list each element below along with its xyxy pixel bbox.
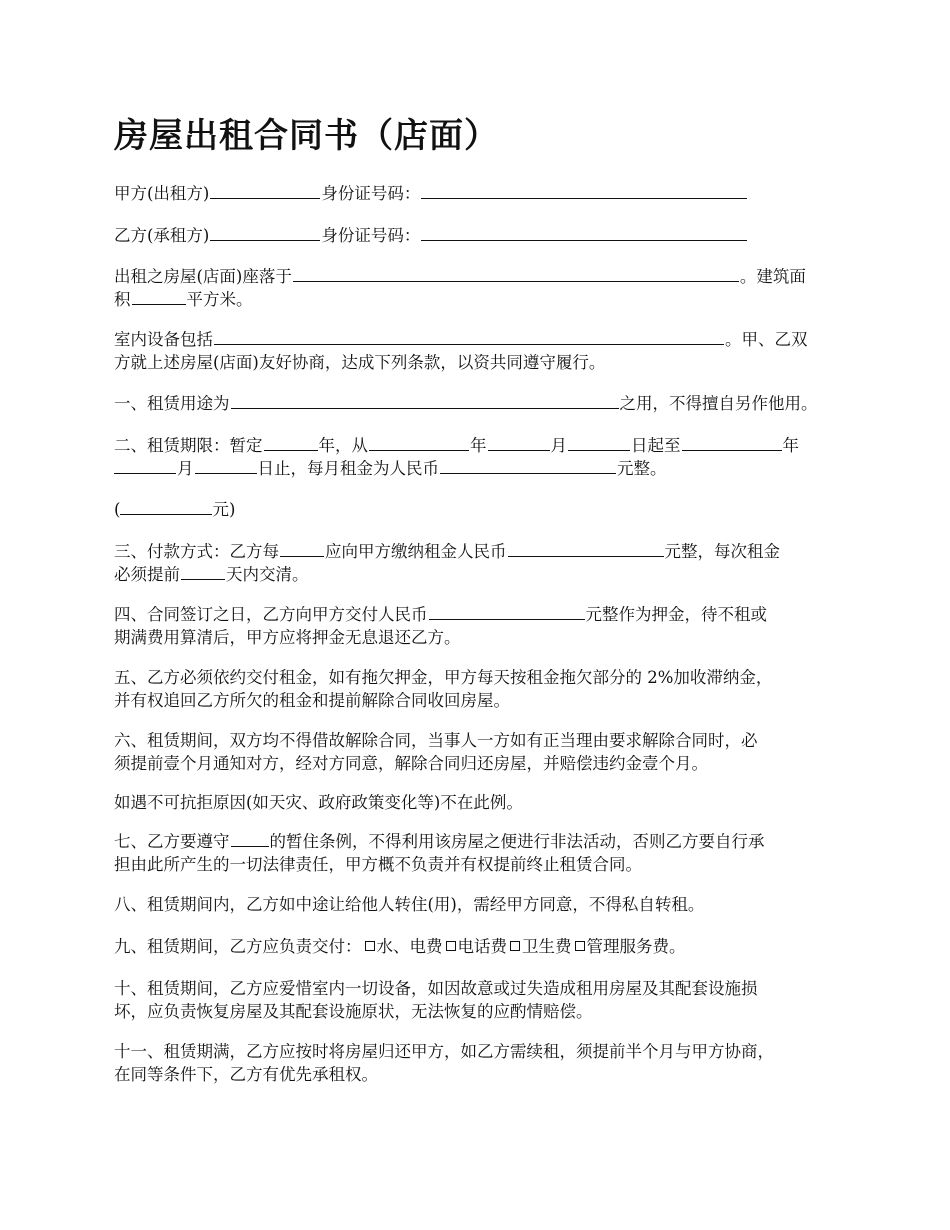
clause-4-line2: 期满费用算清后，甲方应将押金无息退还乙方。 [114,628,461,647]
equipment-blank [214,328,724,345]
payment-amount-blank [508,540,664,557]
clause-1-suffix: 之用，不得擅自另作他用。 [619,394,818,413]
monthly-rent-blank [440,457,616,474]
equipment-line2: 方就上述房屋(店面)友好协商，达成下列条款，以资共同遵守履行。 [114,353,606,372]
page-title: 房屋出租合同书（店面） [114,116,499,156]
party-a-line [114,182,854,205]
location-blank [293,265,739,282]
clause-11 [114,1040,854,1086]
clause-9-prefix: 九、租赁期间，乙方应负责交付： [114,937,362,956]
clause-10 [114,977,854,1023]
clause-2 [114,434,854,480]
clause-4-prefix: 四、合同签订之日，乙方向甲方交付人民币 [114,605,428,624]
area-prefix: 积 [114,290,131,309]
clause-6-line1: 六、租赁期间，双方均不得借故解除合同，当事人一方如有正当理由要求解除合同时，必 [114,731,758,750]
checkbox-icon[interactable] [446,941,456,951]
clause-3-line2-prefix: 必须提前 [114,565,180,584]
regulation-blank [231,830,269,847]
term-years-blank [264,434,318,451]
party-a-id-blank [421,182,747,199]
party-b-name-blank [210,224,320,241]
clause-3-line2-suffix: 天内交清。 [226,565,309,584]
clause-2-years: 年，从 [318,436,368,455]
fee-water-electric: 水、电费 [376,937,443,956]
equipment-paragraph [114,328,854,374]
checkbox-icon[interactable] [365,941,375,951]
area-blank [132,288,186,305]
start-day-blank [568,434,630,451]
party-b-id-label: 身份证号码： [321,226,421,245]
clause-3-prefix: 三、付款方式：乙方每 [114,542,279,561]
advance-days-blank [181,563,225,580]
clause-2-month2: 月 [177,459,194,478]
party-b-label: 乙方(承租方) [114,226,210,245]
party-a-name-blank [210,182,320,199]
clause-2-month: 月 [550,436,567,455]
clause-1 [114,392,854,415]
party-b-id-blank [421,224,747,241]
clause-2-day-from: 日起至 [631,436,681,455]
clause-6 [114,729,854,775]
clause-7-line2: 担由此所产生的一切法律责任，甲方概不负责并有权提前终止租赁合同。 [114,855,642,874]
clause-4 [114,603,854,649]
area-suffix: 平方米。 [186,290,253,309]
clause-10-line2: 坏，应负责恢复房屋及其配套设施原状，无法恢复的应酌情赔偿。 [114,1002,593,1021]
clause-7 [114,830,854,876]
clause-2-prefix: 二、租赁期限：暂定 [114,436,263,455]
clause-6-line2: 须提前壹个月通知对方，经对方同意，解除合同归还房屋，并赔偿违约金壹个月。 [114,754,708,773]
equipment-prefix: 室内设备包括 [114,330,213,349]
start-year-blank [369,434,469,451]
amount-blank [120,498,212,515]
fee-phone: 电话费 [457,937,507,956]
checkbox-icon[interactable] [575,941,585,951]
payment-period-blank [280,540,324,557]
party-a-label: 甲方(出租方) [114,184,210,203]
clause-2-year: 年 [470,436,487,455]
clause-10-line1: 十、租赁期间，乙方应爱惜室内一切设备，如因故意或过失造成租用房屋及其配套设施损 [114,979,758,998]
clause-7-prefix: 七、乙方要遵守 [114,832,230,851]
clause-4-suffix: 元整作为押金，待不租或 [585,605,767,624]
amount-open: ( [114,500,121,519]
clause-3-suffix: 元整，每次租金 [664,542,780,561]
amount-close: 元) [212,500,236,519]
checkbox-icon[interactable] [510,941,520,951]
clause-5-line1: 五、乙方必须依约交付租金，如有拖欠押金，甲方每天按租金拖欠部分的 2%加收滞纳金， [114,668,773,687]
clause-2-amount [114,498,854,521]
clause-3-mid: 应向甲方缴纳租金人民币 [325,542,507,561]
end-year-blank [682,434,782,451]
start-month-blank [488,434,550,451]
end-month-blank [114,457,176,474]
clause-2-yuan: 元整。 [617,459,667,478]
clause-1-prefix: 一、租赁用途为 [114,394,230,413]
location-prefix: 出租之房屋(店面)座落于 [114,267,292,286]
force-majeure: 如遇不可抗拒原因(如天灾、政府政策变化等)不在此例。 [114,793,523,812]
clause-9 [114,935,854,958]
party-a-id-label: 身份证号码： [321,184,421,203]
fee-management: 管理服务费。 [586,937,686,956]
clause-5-line2: 并有权追回乙方所欠的租金和提前解除合同收回房屋。 [114,691,510,710]
clause-11-line1: 十一、租赁期满，乙方应按时将房屋归还甲方，如乙方需续租，须提前半个月与甲方协商， [114,1042,774,1061]
clause-7-suffix: 的暂住条例，不得利用该房屋之便进行非法活动，否则乙方要自行承 [269,832,765,851]
usage-blank [231,392,619,409]
clause-5 [114,666,854,712]
equipment-suffix: 。甲、乙双 [725,330,808,349]
clause-8: 八、租赁期间内，乙方如中途让给他人转住(用)，需经甲方同意，不得私自转租。 [114,895,705,914]
end-day-blank [195,457,257,474]
clause-2-year-end: 年 [782,436,799,455]
deposit-blank [429,603,585,620]
location-paragraph [114,265,854,311]
fee-sanitation: 卫生费 [522,937,572,956]
clause-2-day-to: 日止，每月租金为人民币 [257,459,439,478]
clause-11-line2: 在同等条件下，乙方有优先承租权。 [114,1065,378,1084]
location-suffix: 。建筑面 [739,267,806,286]
clause-3 [114,540,854,586]
party-b-line [114,224,854,247]
